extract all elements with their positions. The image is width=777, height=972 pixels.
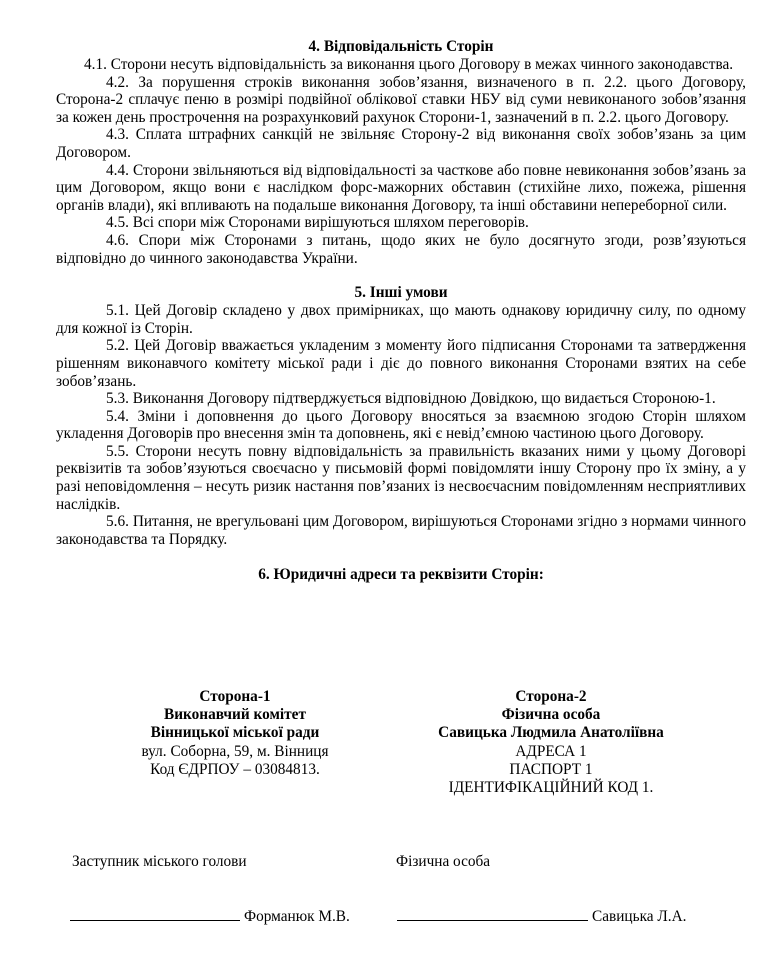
party-2-id-code: ІДЕНТИФІКАЦІЙНИЙ КОД 1. — [448, 779, 654, 797]
party-1-block — [105, 688, 365, 779]
party-2-name: Савицька Людмила Анатоліївна — [438, 724, 664, 742]
signer-2-title: Фізична особа — [396, 853, 491, 870]
signature-1-line — [70, 906, 240, 921]
clause-4-3: 4.3. Сплата штрафних санкцій не звільняє Сторону-2 від виконання своїх зобов’язань за цим Договором. — [56, 126, 746, 161]
clause-5-4: 5.4. Зміни і доповнення до цього Договору вносяться за взаємною згодою Сторін шляхом укладення Договорів про внесення змін та доповнень, які є невід’ємною частиною цього Договору. — [56, 407, 746, 443]
clause-5-3: 5.3. Виконання Договору підтверджується відповідною Довідкою, що видається Стороною-1. — [106, 390, 716, 408]
party-1-address: вул. Соборна, 59, м. Вінниця — [141, 742, 329, 760]
clause-4-6: 4.6. Спори між Сторонами з питань, щодо яких не було досягнуто згоди, розв’язуються відповідно до чинного законодавства України. — [56, 231, 746, 267]
clause-5-2: 5.2. Цей Договір вважається укладеним з моменту його підписання Сторонами та затвердження рішенням виконавчого комітету міської ради і діє до повного виконання Сторонами взятих на себе зобов’язань. — [56, 337, 746, 390]
signer-2-name: Савицька Л.А. — [592, 908, 687, 925]
clause-5-6: 5.6. Питання, не врегульовані цим Договором, вирішуються Сторонами згідно з нормами чинного законодавства та Порядку. — [56, 513, 746, 548]
clause-4-1: 4.1. Сторони несуть відповідальність за виконання цього Договору в межах чинного законодавства. — [84, 56, 734, 73]
section-5-title: 5. Інші умови — [354, 284, 448, 302]
party-2-address: АДРЕСА 1 — [515, 742, 587, 760]
signer-1-name: Форманюк М.В. — [244, 908, 350, 925]
party-1-name-line2: Вінницької міської ради — [150, 724, 320, 742]
clause-4-5: 4.5. Всі спори між Сторонами вирішуються шляхом переговорів. — [106, 214, 529, 232]
party-1-name-line1: Виконавчий комітет — [164, 706, 306, 724]
signature-2-line — [397, 906, 588, 921]
section-4-title: 4. Відповідальність Сторін — [308, 38, 494, 55]
spacer — [56, 267, 746, 284]
party-2-passport: ПАСПОРТ 1 — [509, 760, 593, 778]
clause-4-2: 4.2. За порушення строків виконання зобов’язання, визначеного в п. 2.2. цього Договору, Сторона-2 сплачує пеню в розмірі подвійної облікової ставки НБУ від суми невиконаного зобов’язання за кожен день прострочення на розрахунковий рахунок Сторони-1, зазначений в п. 2.2. цього Договору. — [56, 73, 746, 126]
signer-1-title: Заступник міського голови — [72, 853, 247, 870]
party-1-code: Код ЄДРПОУ – 03084813. — [150, 760, 320, 778]
document-page — [56, 38, 746, 584]
party-2-label: Сторона-2 — [515, 688, 587, 705]
clause-5-5: 5.5. Сторони несуть повну відповідальність за правильність вказаних ними у цьому Договорі реквізитів та зобов’язуються своєчасно у письмовій формі повідомляти іншу Сторону про їх зміну, а у разі неповідомлення – несуть ризик настання пов’язаних із несвоєчасним повідомленням несприятливих наслідків. — [56, 442, 746, 513]
spacer — [56, 548, 746, 566]
party-2-block — [420, 688, 682, 797]
clause-5-1: 5.1. Цей Договір складено у двох примірниках, що мають однакову юридичну силу, по одному для кожної із Сторін. — [56, 302, 746, 337]
clause-4-4: 4.4. Сторони звільняються від відповідальності за часткове або повне невиконання зобов’язань за цим Договором, якщо вони є наслідком форс-мажорних обставин (стихійне лихо, пожежа, рішення органів влади), які впливають на подальше виконання Договору, та інші обставини непереборної сили. — [56, 161, 746, 214]
section-6-title: 6. Юридичні адреси та реквізити Сторін: — [258, 566, 544, 584]
signature-2 — [397, 906, 686, 926]
signature-1 — [70, 906, 350, 926]
party-2-type: Фізична особа — [501, 706, 601, 724]
party-1-label: Сторона-1 — [199, 688, 271, 705]
